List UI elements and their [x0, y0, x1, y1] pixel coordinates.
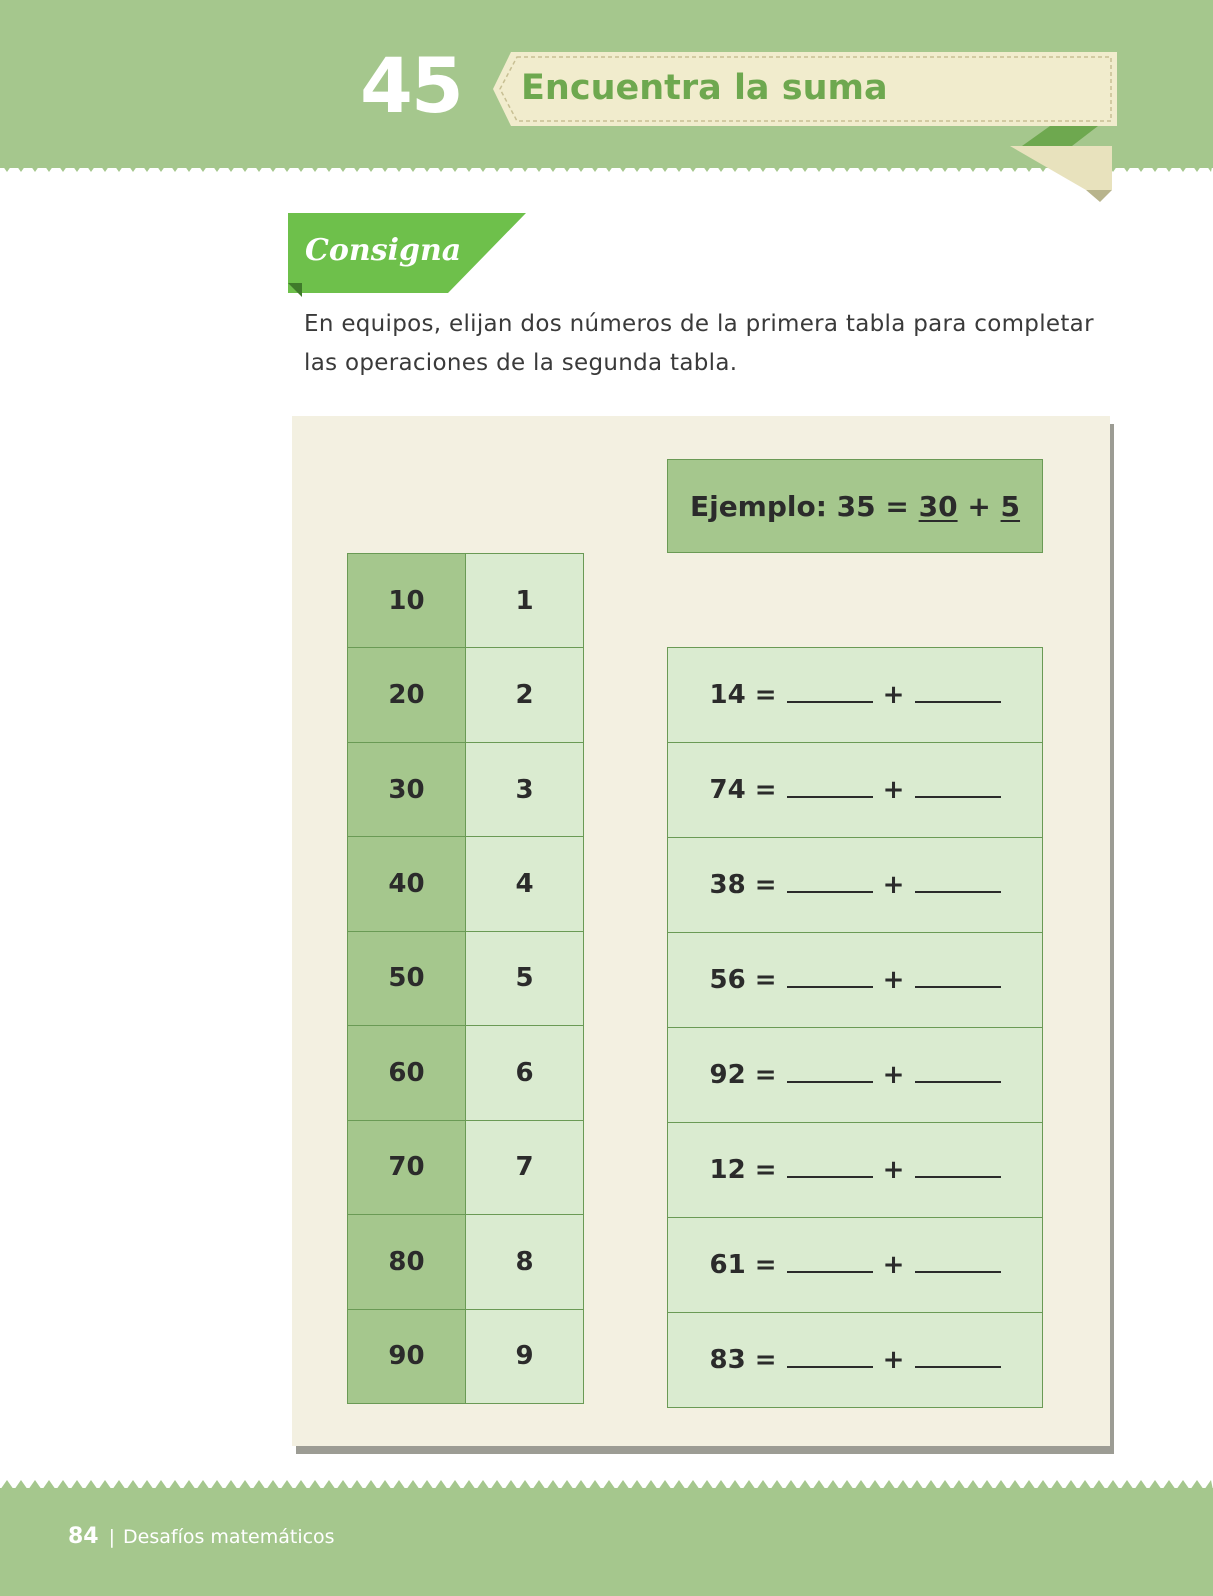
operation-expression	[668, 1060, 1042, 1090]
numbers-table-row	[348, 554, 584, 648]
plus-sign: +	[882, 680, 905, 710]
numbers-table-row	[348, 837, 584, 931]
book-title: Desafíos matemáticos	[123, 1526, 335, 1548]
units-cell: 1	[466, 554, 584, 648]
lesson-number: 45	[360, 41, 462, 130]
answer-blank-units[interactable]	[915, 701, 1001, 703]
title-banner	[493, 52, 1117, 126]
operation-expression	[668, 1155, 1042, 1185]
operation-total: 74 =	[709, 775, 777, 805]
operation-cell	[668, 838, 1043, 933]
answer-blank-units[interactable]	[915, 986, 1001, 988]
footer-separator: |	[108, 1526, 116, 1548]
units-cell: 4	[466, 837, 584, 931]
units-cell: 3	[466, 742, 584, 836]
plus-sign: +	[882, 870, 905, 900]
operation-row	[668, 838, 1043, 933]
tens-cell: 40	[348, 837, 466, 931]
operation-total: 14 =	[709, 680, 777, 710]
tens-cell: 60	[348, 1026, 466, 1120]
operation-expression	[668, 680, 1042, 710]
answer-blank-tens[interactable]	[787, 1081, 873, 1083]
example-box	[667, 459, 1043, 553]
numbers-table-row	[348, 648, 584, 742]
operation-total: 92 =	[709, 1060, 777, 1090]
answer-blank-tens[interactable]	[787, 1271, 873, 1273]
answer-blank-units[interactable]	[915, 1366, 1001, 1368]
answer-blank-tens[interactable]	[787, 1176, 873, 1178]
operation-row	[668, 1028, 1043, 1123]
numbers-table-row	[348, 1026, 584, 1120]
units-cell: 2	[466, 648, 584, 742]
operation-expression	[668, 1345, 1042, 1375]
operation-cell	[668, 1218, 1043, 1313]
operation-cell	[668, 743, 1043, 838]
operations-table	[667, 647, 1043, 1408]
tens-cell: 90	[348, 1309, 466, 1404]
plus-sign: +	[882, 1060, 905, 1090]
answer-blank-units[interactable]	[915, 1271, 1001, 1273]
tens-cell: 10	[348, 554, 466, 648]
tens-cell: 50	[348, 931, 466, 1025]
operation-cell	[668, 648, 1043, 743]
operation-cell	[668, 933, 1043, 1028]
plus-sign: +	[882, 1155, 905, 1185]
operation-expression	[668, 870, 1042, 900]
plus-sign: +	[882, 965, 905, 995]
tens-cell: 20	[348, 648, 466, 742]
operation-expression	[668, 775, 1042, 805]
plus-sign: +	[882, 1250, 905, 1280]
plus-sign: +	[882, 1345, 905, 1375]
answer-blank-tens[interactable]	[787, 986, 873, 988]
operation-total: 56 =	[709, 965, 777, 995]
operation-total: 83 =	[709, 1345, 777, 1375]
example-tens: 30	[918, 489, 958, 523]
plus-sign: +	[882, 775, 905, 805]
operation-expression	[668, 965, 1042, 995]
answer-blank-units[interactable]	[915, 1176, 1001, 1178]
consigna-label: Consigna	[305, 233, 462, 268]
operation-row	[668, 933, 1043, 1028]
footer	[68, 1522, 335, 1552]
operation-cell	[668, 1028, 1043, 1123]
operation-row	[668, 1313, 1043, 1408]
units-cell: 6	[466, 1026, 584, 1120]
operation-row	[668, 648, 1043, 743]
numbers-table-row	[348, 1215, 584, 1309]
units-cell: 7	[466, 1120, 584, 1214]
numbers-table-row	[348, 742, 584, 836]
operation-cell	[668, 1313, 1043, 1408]
units-cell: 5	[466, 931, 584, 1025]
answer-blank-units[interactable]	[915, 891, 1001, 893]
operation-row	[668, 1123, 1043, 1218]
answer-blank-units[interactable]	[915, 1081, 1001, 1083]
answer-blank-tens[interactable]	[787, 701, 873, 703]
operation-total: 61 =	[709, 1250, 777, 1280]
ribbon-tail-decoration	[1010, 126, 1122, 206]
numbers-table-row	[348, 1120, 584, 1214]
numbers-table-row	[348, 1309, 584, 1404]
tens-cell: 30	[348, 742, 466, 836]
units-cell: 9	[466, 1309, 584, 1404]
operation-total: 12 =	[709, 1155, 777, 1185]
answer-blank-tens[interactable]	[787, 796, 873, 798]
operation-total: 38 =	[709, 870, 777, 900]
example-prefix: Ejemplo: 35 =	[689, 489, 919, 523]
units-cell: 8	[466, 1215, 584, 1309]
numbers-table-row	[348, 931, 584, 1025]
tens-cell: 80	[348, 1215, 466, 1309]
operation-expression	[668, 1250, 1042, 1280]
operation-row	[668, 1218, 1043, 1313]
answer-blank-tens[interactable]	[787, 1366, 873, 1368]
operation-cell	[668, 1123, 1043, 1218]
answer-blank-tens[interactable]	[787, 891, 873, 893]
numbers-table	[347, 553, 584, 1404]
instructions-text: En equipos, elijan dos números de la primera tabla para completar las operaciones de la segunda tabla.	[304, 311, 1094, 376]
page-number: 84	[68, 1524, 99, 1549]
tens-cell: 70	[348, 1120, 466, 1214]
operation-row	[668, 743, 1043, 838]
example-plus: +	[957, 489, 1001, 523]
answer-blank-units[interactable]	[915, 796, 1001, 798]
example-units: 5	[1000, 489, 1021, 523]
lesson-title: Encuentra la suma	[521, 68, 888, 108]
